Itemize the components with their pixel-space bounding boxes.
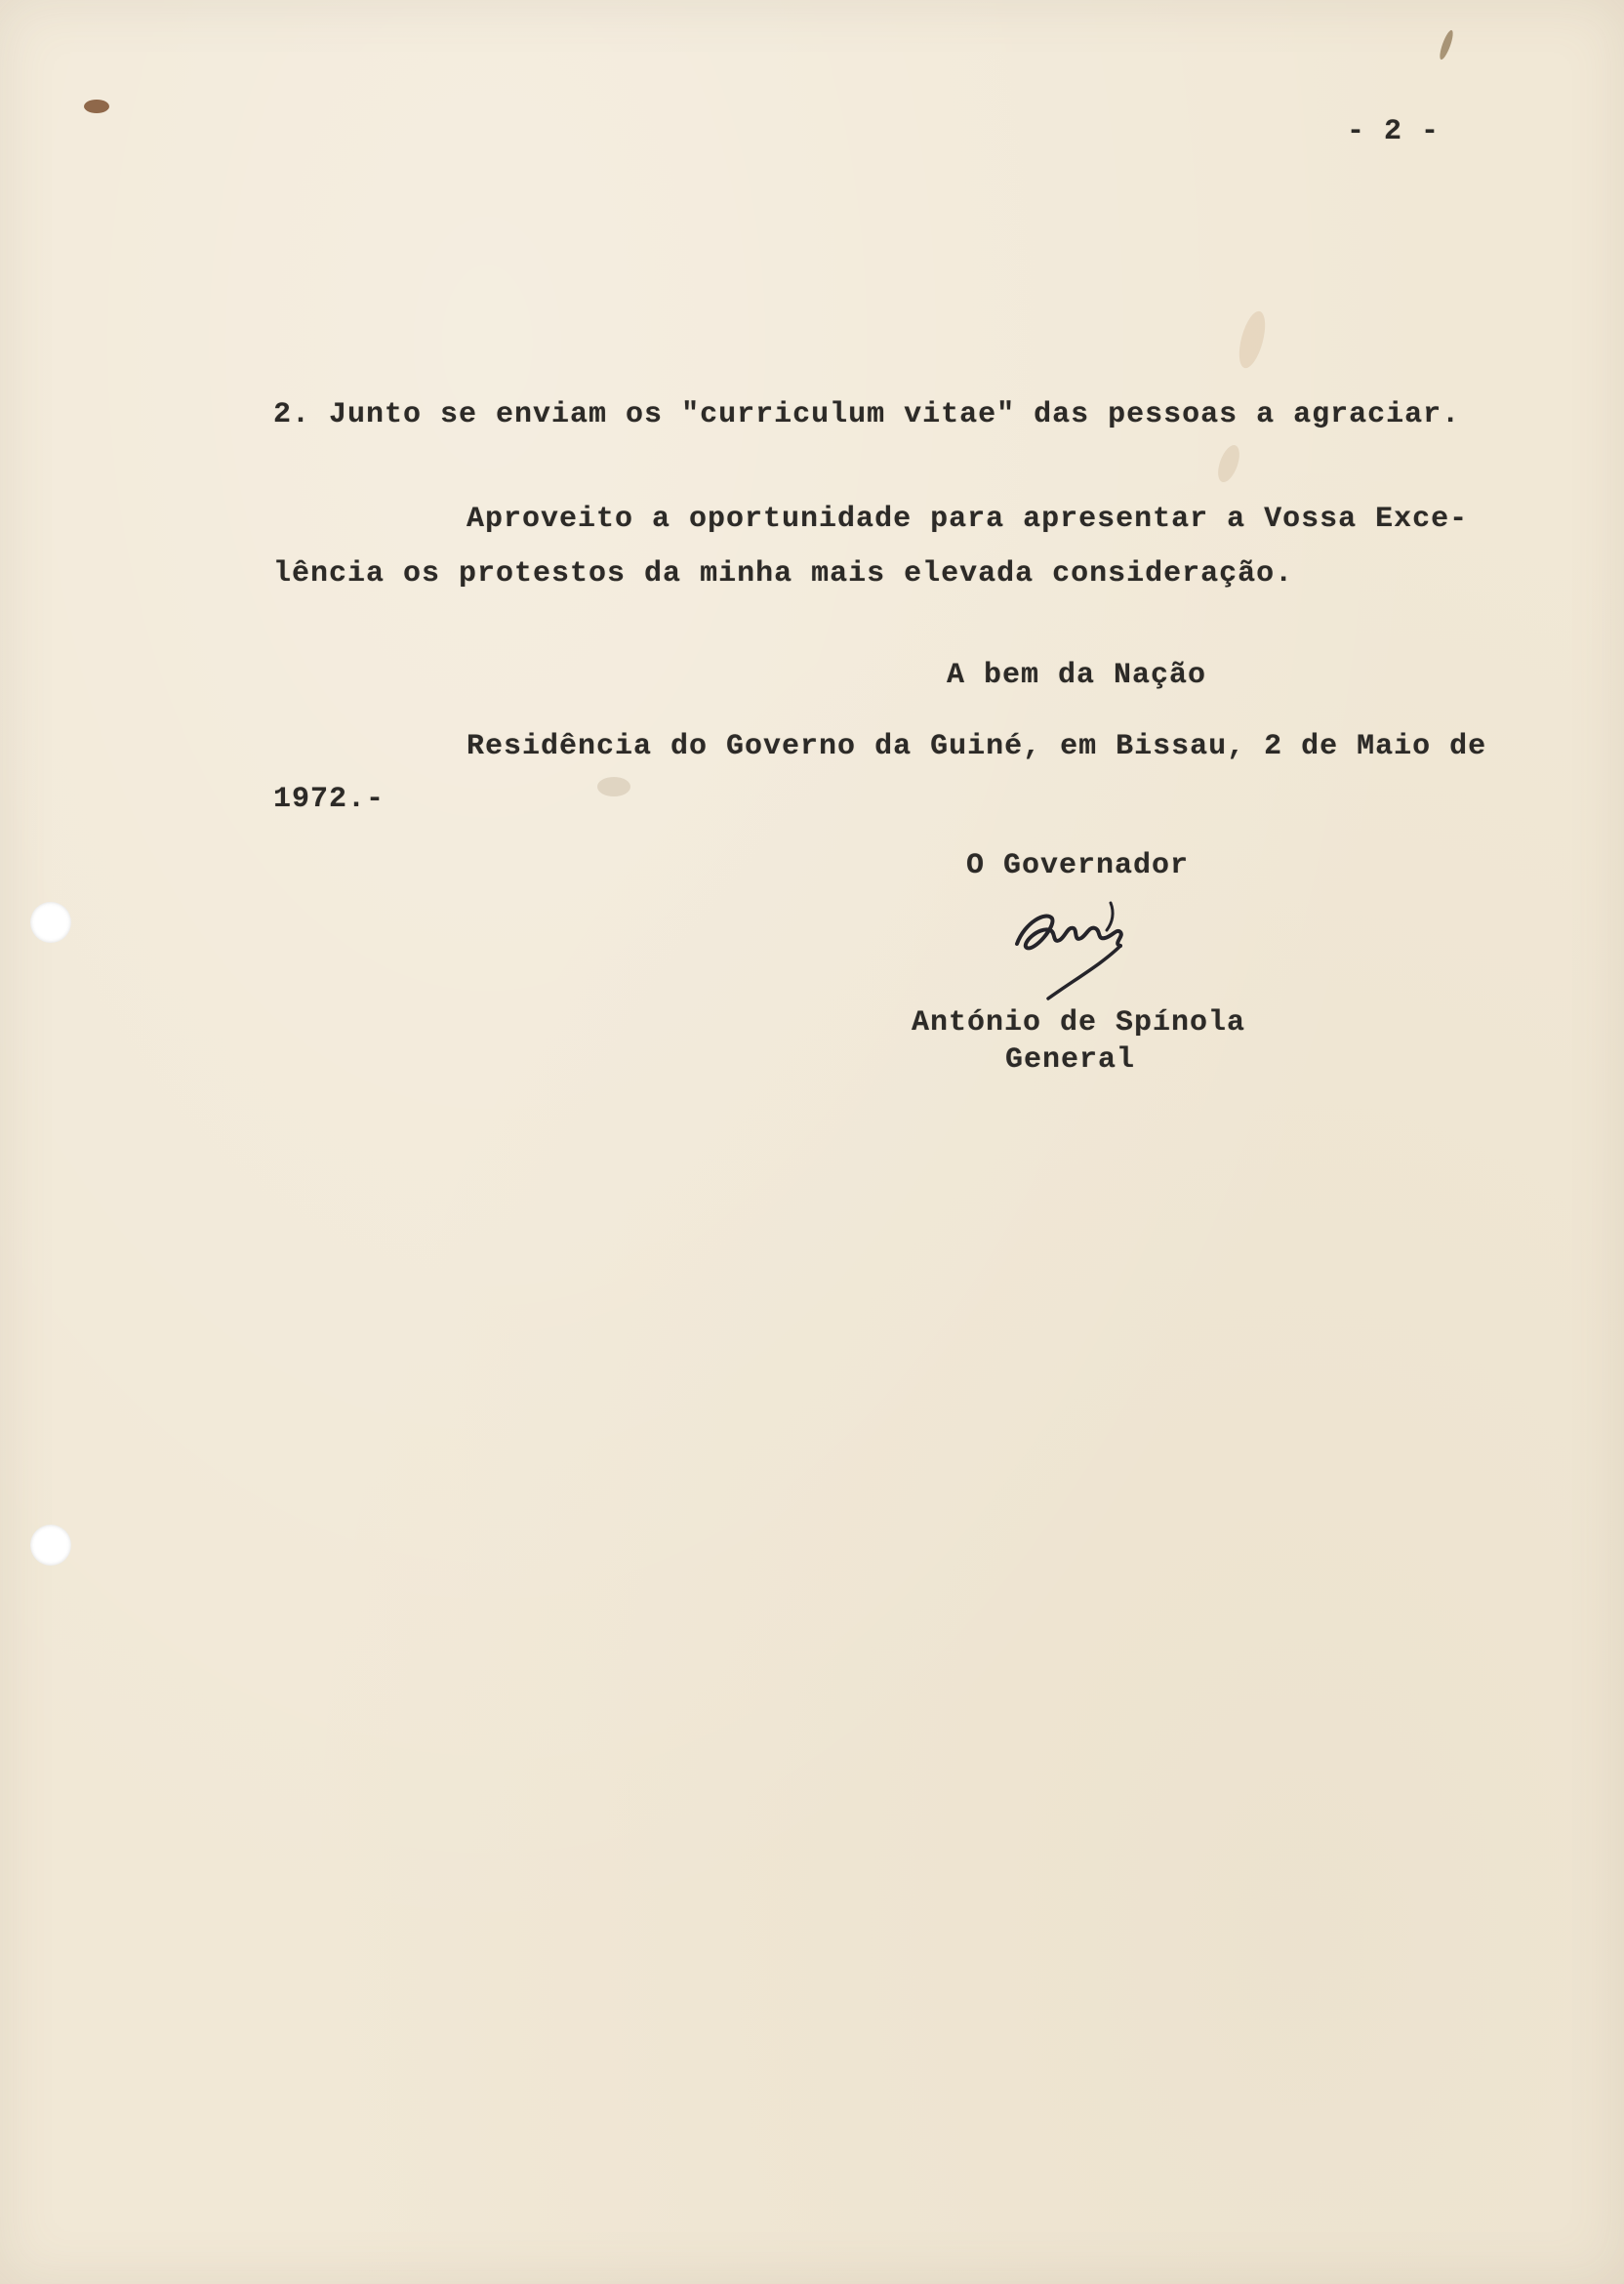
- closing-formula: A bem da Nação: [947, 659, 1207, 692]
- signatory-name: António de Spínola: [912, 1006, 1246, 1040]
- rust-stain: [84, 100, 109, 113]
- signatory-role: O Governador: [966, 849, 1190, 882]
- place-date-line-2: 1972.-: [273, 783, 386, 816]
- page-number: - 2 -: [1347, 115, 1441, 148]
- paragraph-1: 2. Junto se enviam os "curriculum vitae" das pessoas a agraciar.: [273, 398, 1461, 431]
- handwritten-signature: [995, 883, 1171, 1010]
- place-date-line-1: Residência do Governo da Guiné, em Bissau, 2 de Maio de: [467, 730, 1487, 763]
- paper-stain: [1235, 308, 1271, 371]
- punch-hole: [30, 902, 71, 943]
- paper-stain: [597, 777, 630, 796]
- paragraph-2-line-1: Aproveito a oportunidade para apresentar a Vossa Exce-: [467, 503, 1469, 536]
- paper-stain: [1214, 442, 1244, 485]
- paragraph-2-line-2: lência os protestos da minha mais elevada consideração.: [273, 557, 1294, 591]
- ink-mark: [1438, 29, 1455, 61]
- signatory-rank: General: [1005, 1043, 1136, 1077]
- punch-hole: [30, 1525, 71, 1566]
